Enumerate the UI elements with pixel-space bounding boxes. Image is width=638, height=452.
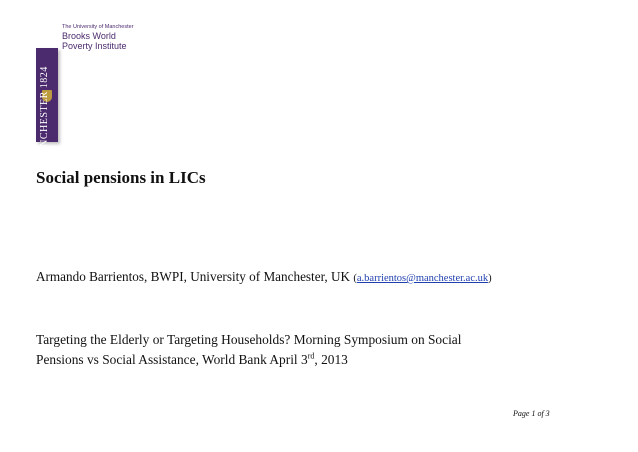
author-text: Armando Barrientos, BWPI, University of Manchester, UK	[36, 269, 351, 284]
university-logo	[36, 24, 140, 164]
logo-name-line1: Brooks World	[62, 31, 116, 41]
paren-close: )	[488, 273, 492, 284]
paren-open: (	[353, 273, 357, 284]
logo-institute-name	[62, 31, 127, 51]
logo-bar-text: MANCHESTER 1824	[39, 66, 50, 164]
event-line2-year: , 2013	[314, 352, 348, 367]
email-wrapper	[353, 273, 491, 284]
logo-purple-bar	[36, 48, 58, 164]
author-line	[36, 269, 492, 285]
page-number: Page 1 of 3	[513, 409, 550, 418]
event-line2-main: Pensions vs Social Assistance, World Bank April 3	[36, 352, 308, 367]
logo-university-text: The University of Manchester	[62, 24, 134, 30]
event-description	[36, 330, 576, 370]
logo-name-line2: Poverty Institute	[62, 41, 127, 51]
event-line2	[36, 350, 576, 370]
event-line1: Targeting the Elderly or Targeting Households? Morning Symposium on Social	[36, 332, 462, 347]
author-email-link[interactable]: a.barrientos@manchester.ac.uk	[356, 273, 489, 284]
date-superscript: rd	[307, 351, 315, 361]
document-title: Social pensions in LICs	[36, 168, 206, 187]
